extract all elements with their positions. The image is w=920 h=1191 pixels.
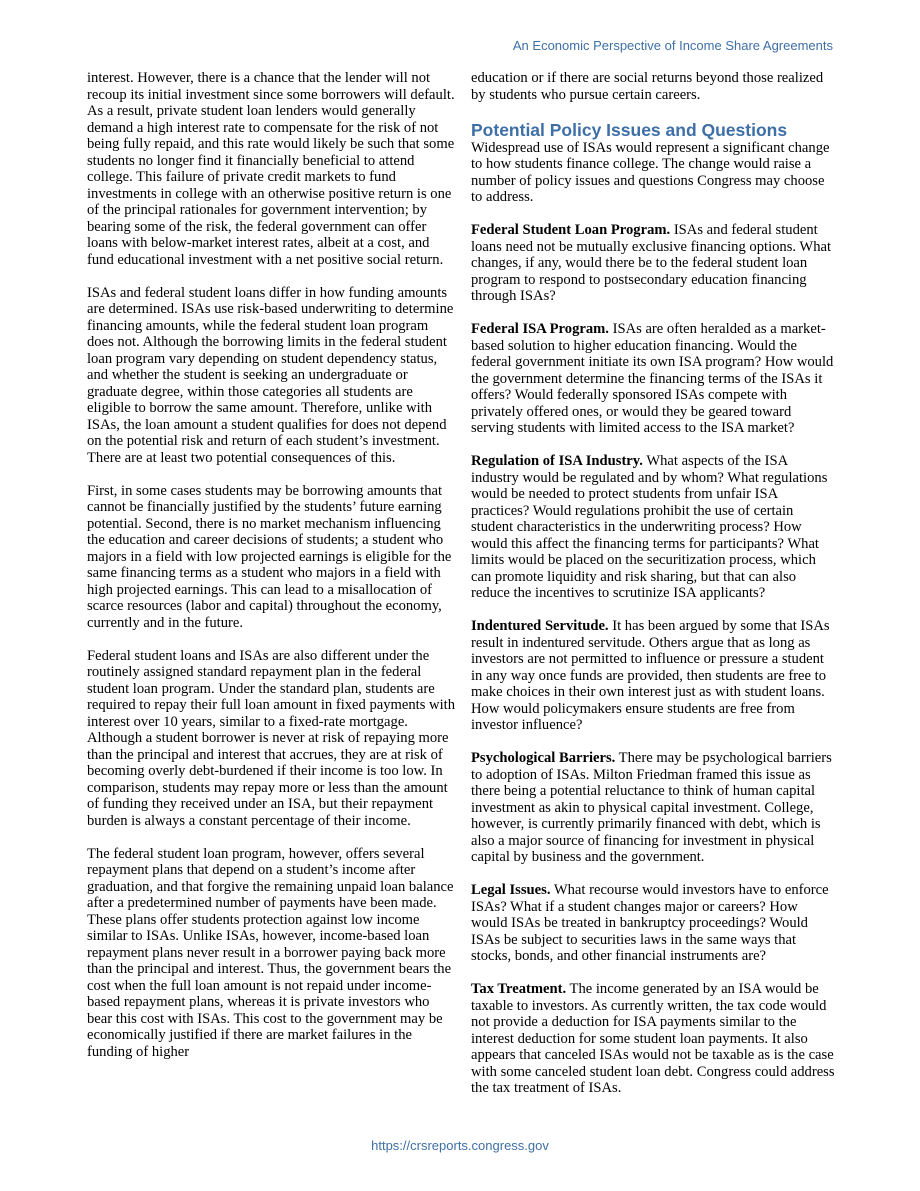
issue-text: What aspects of the ISA industry would be regulated and by whom? What regulations would be needed to protect students from unfair ISA practices? Would regulations prohibit the use of certain student characteristics in the underwriting process? How would this affect the financing terms for participants? What limits would be placed on the securitization process, which can promote liquidity and risk sharing, but that can also reduce the incentives to scrutinize ISA applicants?	[471, 453, 828, 601]
policy-issue-psychological-barriers	[471, 750, 835, 866]
section-intro: Widespread use of ISAs would represent a significant change to how students finance college. The change would raise a number of policy issues and questions Congress may choose to address.	[471, 139, 830, 205]
paragraph: Federal student loans and ISAs are also different under the routinely assigned standard repayment plan in the federal student loan program. Under the standard plan, students are required to repay their full loan amount in fixed payments with interest over 10 years, similar to a fixed-rate mortgage. Although a student borrower is never at risk of repaying more than the principal and interest that accrues, they are at risk of becoming overly debt-burdened if their income is too low. In comparison, students may repay more or less than the amount of funding they received under an ISA, but their repayment burden is always a constant percentage of their income.	[87, 647, 455, 829]
policy-issue-federal-isa-program	[471, 321, 835, 437]
issue-term: Federal ISA Program.	[471, 321, 609, 337]
policy-issue-legal-issues	[471, 882, 835, 965]
policy-issue-indentured-servitude	[471, 618, 835, 734]
paragraph: First, in some cases students may be borrowing amounts that cannot be financially justified by the students’ future earning potential. Second, there is no market mechanism influencing the education and career decisions of students; a student who majors in a field with low projected earnings is eligible for the same financing terms as a student who majors in a field with high projected earnings. This can lead to a misallocation of scarce resources (labor and capital) throughout the economy, currently and in the future.	[87, 482, 452, 631]
paragraph: interest. However, there is a chance that the lender will not recoup its initial investment since some borrowers will default. As a result, private student loan lenders would generally demand a high interest rate to compensate for the risk of not being fully repaid, and this rate would likely be such that some students no longer find it financially beneficial to attend college. This failure of private credit markets to fund investments in college with an otherwise positive return is one of the principal rationales for government intervention; by bearing some of the risk, the federal government can offer loans with below-market interest rates, albeit at a cost, and fund educational investment with a net positive social return.	[87, 70, 455, 268]
issue-term: Psychological Barriers.	[471, 750, 616, 766]
issue-term: Legal Issues.	[471, 882, 551, 898]
paragraph: The federal student loan program, however, offers several repayment plans that depend on a student’s income after graduation, and that forgive the remaining unpaid loan balance after a predetermined number of payments have been made. These plans offer students protection against low income similar to ISAs. Unlike ISAs, however, income-based loan repayment plans never result in a borrower paying back more than the principal and interest. Thus, the government bears the cost when the full loan amount is not repaid under income-based repayment plans, whereas it is private investors who bear this cost with ISAs. This cost to the government may be economically justified if there are market failures in the funding of higher	[87, 845, 454, 1060]
left-column	[87, 70, 455, 1060]
running-header: An Economic Perspective of Income Share Agreements	[512, 38, 833, 53]
issue-text: ISAs and federal student loans need not be mutually exclusive financing options. What changes, if any, would there be to the federal student loan program to respond to postsecondary education financing through ISAs?	[471, 222, 832, 304]
issue-text: ISAs are often heralded as a market-based solution to higher education financing. Would the federal government initiate its own ISA program? How would the government determine the financing terms of the ISAs it offers? Would federally sponsored ISAs compete with privately offered ones, or would they be geared toward serving students with limited access to the ISA market?	[471, 321, 834, 436]
paragraph: ISAs and federal student loans differ in how funding amounts are determined. ISAs use risk-based underwriting to determine financing amounts, while the federal student loan program does not. Although the borrowing limits in the federal student loan program vary depending on student dependency status, and whether the student is seeking an undergraduate or graduate degree, within those categories all students are eligible to borrow the same amount. Therefore, unlike with ISAs, the loan amount a student qualifies for does not depend on the potential risk and return of each student’s investment. There are at least two potential consequences of this.	[87, 284, 454, 466]
issue-term: Tax Treatment.	[471, 981, 567, 997]
footer-link[interactable]: https://crsreports.congress.gov	[371, 1138, 549, 1153]
paragraph: education or if there are social returns beyond those realized by students who pursue certain careers.	[471, 70, 824, 103]
issue-text: There may be psychological barriers to adoption of ISAs. Milton Friedman framed this issue as there being a potential reluctance to think of human capital investment as akin to physical capital investment. College, however, is currently primarily financed with debt, which is also a major source of financing for investment in physical capital by business and the government.	[471, 750, 832, 865]
issue-text: The income generated by an ISA would be taxable to investors. As currently written, the tax code would not provide a deduction for ISA payments similar to the interest deduction for some student loan payments. It also appears that canceled ISAs would not be taxable as is the case with some canceled student loan debt. Congress could address the tax treatment of ISAs.	[471, 981, 835, 1096]
section-heading: Potential Policy Issues and Questions	[471, 119, 788, 140]
policy-issue-regulation	[471, 453, 835, 602]
right-column	[471, 70, 835, 1097]
policy-issue-federal-student-loan-program	[471, 222, 835, 305]
issue-text: What recourse would investors have to enforce ISAs? What if a student changes major or careers? How would ISAs be treated in bankruptcy proceedings? Would ISAs be subject to securities laws in the same ways that stocks, bonds, and other financial instruments are?	[471, 882, 829, 964]
issue-term: Federal Student Loan Program.	[471, 222, 671, 238]
issue-term: Indentured Servitude.	[471, 618, 609, 634]
issue-term: Regulation of ISA Industry.	[471, 453, 643, 469]
issue-text: It has been argued by some that ISAs result in indentured servitude. Others argue that as long as investors are not permitted to influence or pressure a student in any way once funds are provided, then students are free to make choices in their own interest just as with student loans. How would policymakers ensure students are free from investor influence?	[471, 618, 830, 733]
policy-issue-tax-treatment	[471, 981, 835, 1097]
